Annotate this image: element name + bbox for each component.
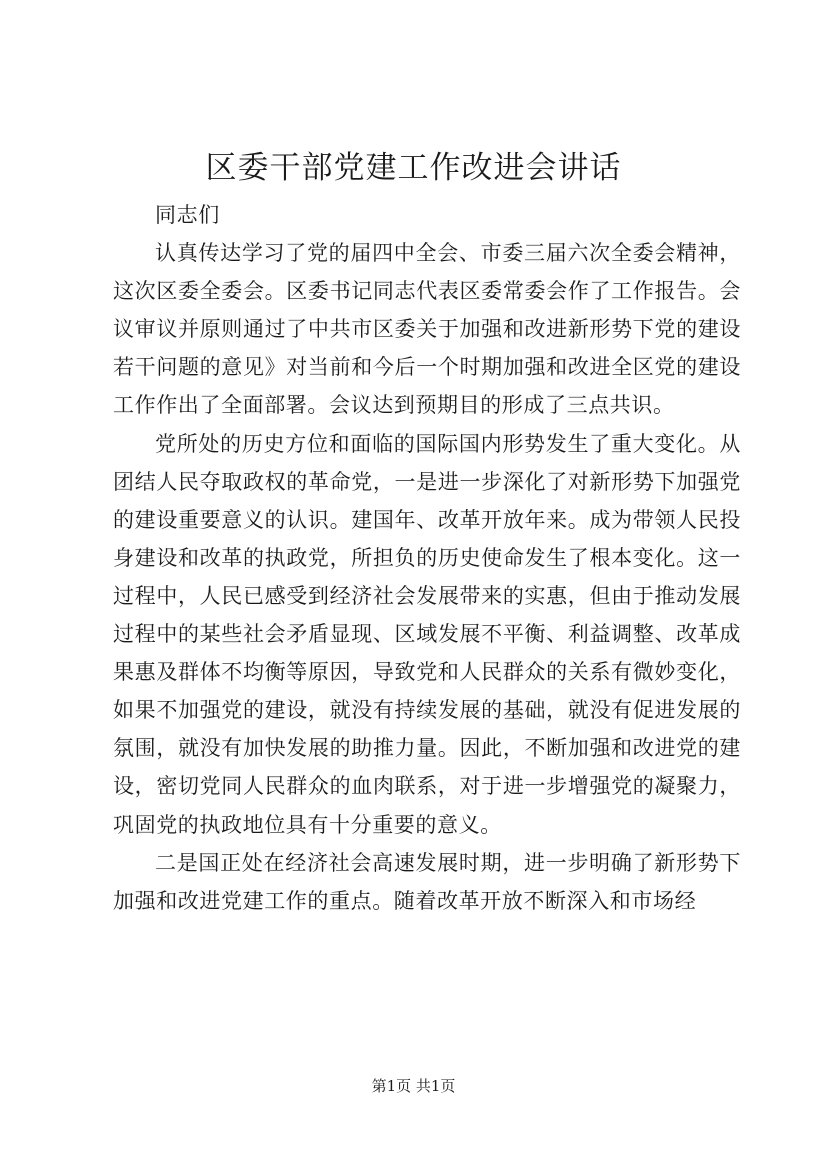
- document-body: [113, 196, 741, 920]
- paragraph-2: 党所处的历史方位和面临的国际国内形势发生了重大变化。从团结人民夺取政权的革命党，一是进一步深化了对新形势下加强党的建设重要意义的认识。建国年、改革开放年来。成为带领人民投身建设和改革的执政党，所担负的历史使命发生了根本变化。这一过程中，人民已感受到经济社会发展带来的实惠，但由于推动发展过程中的某些社会矛盾显现、区域发展不平衡、利益调整、改革成果惠及群体不均衡等原因，导致党和人民群众的关系有微妙变化，如果不加强党的建设，就没有持续发展的基础，就没有促进发展的氛围，就没有加快发展的助推力量。因此，不断加强和改进党的建设，密切党同人民群众的血肉联系，对于进一步增强党的凝聚力，巩固党的执政地位具有十分重要的意义。: [113, 431, 741, 837]
- paragraph-3: 二是国正处在经济社会高速发展时期，进一步明确了新形势下加强和改进党建工作的重点。随着改革开放不断深入和市场经: [113, 850, 741, 913]
- salutation: 同志们: [155, 203, 220, 227]
- paragraph-1: 认真传达学习了党的届四中全会、市委三届六次全委会精神，这次区委全委会。区委书记同志代表区委常委会作了工作报告。会议审议并原则通过了中共市区委关于加强和改进新形势下党的建设若干问题的意见》对当前和今后一个时期加强和改进全区党的建设工作作出了全面部署。会议达到预期目的形成了三点共识。: [113, 241, 741, 418]
- page-number-footer: 第1页 共1页: [371, 1077, 456, 1095]
- document-title: 区委干部党建工作改进会讲话: [205, 150, 622, 186]
